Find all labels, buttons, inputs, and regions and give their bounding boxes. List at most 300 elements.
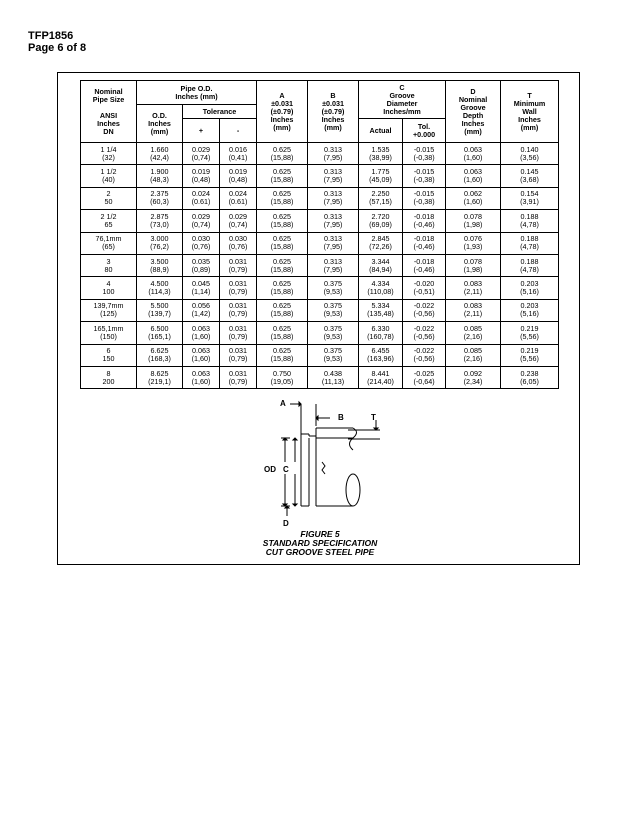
table-cell bbox=[137, 344, 183, 366]
cell-value: 0.188 bbox=[520, 234, 539, 244]
table-cell bbox=[308, 143, 359, 165]
cell-value: 0.083 bbox=[464, 279, 483, 289]
cell-value: 0.019 bbox=[192, 167, 210, 177]
table-cell bbox=[257, 344, 308, 366]
cell-value: 0.313 bbox=[324, 211, 343, 221]
cell-value-secondary: (9,53) bbox=[323, 309, 343, 319]
table-cell bbox=[220, 187, 257, 209]
cell-value-secondary: (1,98) bbox=[463, 264, 483, 274]
table-cell bbox=[257, 165, 308, 187]
header-tolerance: Tolerance bbox=[183, 105, 257, 119]
cell-value-secondary: (139,7) bbox=[148, 309, 171, 319]
cell-value-secondary: 200 bbox=[102, 376, 115, 386]
table-cell bbox=[183, 344, 220, 366]
cell-value-secondary: (15,88) bbox=[270, 264, 294, 274]
cell-value-secondary: (-0,56) bbox=[413, 354, 435, 364]
table-cell bbox=[220, 366, 257, 388]
table-row bbox=[81, 187, 559, 209]
header-plus: + bbox=[183, 119, 220, 143]
table-cell bbox=[257, 366, 308, 388]
cell-value: 0.063 bbox=[192, 368, 210, 378]
cell-value: -0.022 bbox=[413, 346, 435, 356]
cell-value-secondary: (7,95) bbox=[323, 219, 343, 229]
cell-value: 0.085 bbox=[464, 346, 483, 356]
cell-value-secondary: (0,76) bbox=[228, 242, 248, 252]
cell-value-secondary: 150 bbox=[102, 354, 115, 364]
cell-value: 0.085 bbox=[464, 323, 483, 333]
cell-value-secondary: (84,94) bbox=[369, 264, 392, 274]
cell-value: 0.203 bbox=[520, 279, 539, 289]
cell-value: 0.375 bbox=[324, 346, 343, 356]
page-header bbox=[28, 30, 86, 54]
cell-value: 0.031 bbox=[229, 256, 248, 266]
header-d: D Nominal Groove Depth Inches (mm) bbox=[446, 81, 501, 143]
page-number: Page 6 of 8 bbox=[28, 42, 87, 54]
cell-value: 0.078 bbox=[464, 256, 483, 266]
label-d: D bbox=[283, 519, 289, 528]
figure-title-line-2: CUT GROOVE STEEL PIPE bbox=[265, 547, 375, 557]
cell-value-secondary: (7,95) bbox=[323, 175, 343, 185]
table-cell bbox=[81, 344, 137, 366]
cell-value-secondary: (1,98) bbox=[463, 219, 483, 229]
cell-value: 0.625 bbox=[273, 189, 292, 199]
cell-value-secondary: 50 bbox=[104, 197, 113, 207]
cell-value: 0.063 bbox=[192, 346, 210, 356]
cell-value-secondary: (4,78) bbox=[520, 242, 539, 252]
table-cell bbox=[403, 299, 446, 321]
cell-value-secondary: (3,91) bbox=[520, 197, 539, 207]
header-a: A ±0.031 (±0.79) Inches (mm) bbox=[257, 81, 308, 143]
cell-value-secondary: (1,93) bbox=[463, 242, 483, 252]
table-cell bbox=[220, 232, 257, 254]
cell-value-secondary: (15,88) bbox=[270, 242, 294, 252]
cell-value-secondary: (15,88) bbox=[270, 287, 294, 297]
cell-value-secondary: (76,2) bbox=[150, 242, 169, 252]
table-cell bbox=[501, 366, 559, 388]
cell-value: 2.845 bbox=[371, 234, 390, 244]
cell-value-secondary: (7,95) bbox=[323, 264, 343, 274]
cell-value-secondary: (0,79) bbox=[228, 376, 248, 386]
cell-value: 2.375 bbox=[150, 189, 169, 199]
table-cell bbox=[403, 165, 446, 187]
cell-value-secondary: (3,68) bbox=[520, 175, 539, 185]
table-cell bbox=[446, 344, 501, 366]
cell-value: 2.875 bbox=[150, 211, 169, 221]
cell-value: 8.625 bbox=[150, 368, 169, 378]
table-cell bbox=[81, 277, 137, 299]
table-cell bbox=[81, 232, 137, 254]
cell-value: 0.750 bbox=[273, 368, 292, 378]
table-cell bbox=[183, 254, 220, 276]
cell-value: 0.031 bbox=[229, 301, 248, 311]
figure-caption bbox=[0, 530, 640, 557]
table-cell bbox=[81, 210, 137, 232]
cell-value-secondary: (0,74) bbox=[191, 219, 211, 229]
cell-value-secondary: (214,40) bbox=[367, 376, 394, 386]
table-row bbox=[81, 165, 559, 187]
cell-value: 76,1mm bbox=[95, 234, 122, 244]
cell-value-secondary: (5,16) bbox=[520, 309, 539, 319]
cell-value: 0.625 bbox=[273, 144, 292, 154]
cell-value-secondary: (15,88) bbox=[270, 152, 294, 162]
table-cell bbox=[308, 232, 359, 254]
cell-value: 0.016 bbox=[229, 144, 248, 154]
cell-value: 1.535 bbox=[371, 144, 390, 154]
table-row bbox=[81, 366, 559, 388]
cell-value: 1.775 bbox=[371, 167, 390, 177]
cell-value-secondary: (1,60) bbox=[463, 152, 483, 162]
cell-value-secondary: (48,3) bbox=[150, 175, 169, 185]
cell-value: 0.045 bbox=[192, 279, 210, 289]
cell-value: -0.025 bbox=[413, 368, 435, 378]
table-row bbox=[81, 322, 559, 344]
cell-value: 2.720 bbox=[371, 211, 390, 221]
cell-value: -0.018 bbox=[413, 211, 435, 221]
cell-value-secondary: (38,99) bbox=[369, 152, 392, 162]
table-cell bbox=[81, 254, 137, 276]
table-cell bbox=[359, 187, 403, 209]
cell-value-secondary: (0,48) bbox=[191, 175, 211, 185]
cell-value-secondary: (0,41) bbox=[228, 152, 248, 162]
cell-value: 0.625 bbox=[273, 211, 292, 221]
cell-value-secondary: (88,9) bbox=[150, 264, 169, 274]
table-cell bbox=[501, 322, 559, 344]
cell-value: 6.625 bbox=[150, 346, 169, 356]
cell-value-secondary: (5,16) bbox=[520, 287, 539, 297]
table-cell bbox=[257, 277, 308, 299]
cell-value-secondary: (-0,56) bbox=[413, 331, 435, 341]
table-cell bbox=[446, 277, 501, 299]
cell-value-secondary: (0,74) bbox=[191, 152, 211, 162]
cell-value-secondary: (2,11) bbox=[463, 287, 483, 297]
header-nominal-size: Nominal Pipe Size ANSI Inches DN bbox=[81, 81, 137, 143]
table-cell bbox=[220, 210, 257, 232]
header-tol: Tol. +0.000 bbox=[403, 119, 446, 143]
table-cell bbox=[403, 366, 446, 388]
cell-value: 0.083 bbox=[464, 301, 483, 311]
table-cell bbox=[501, 254, 559, 276]
cell-value-secondary: (19,05) bbox=[270, 376, 294, 386]
cell-value-secondary: (0,74) bbox=[228, 219, 248, 229]
cell-value-secondary: 100 bbox=[102, 287, 115, 297]
cell-value: 5.334 bbox=[371, 301, 390, 311]
table-cell bbox=[137, 210, 183, 232]
cell-value: 0.219 bbox=[520, 323, 539, 333]
table-cell bbox=[308, 165, 359, 187]
cell-value: 0.625 bbox=[273, 167, 292, 177]
cell-value-secondary: (0,76) bbox=[191, 242, 211, 252]
pipe-end-ellipse bbox=[346, 474, 360, 506]
header-b: B ±0.031 (±0.79) Inches (mm) bbox=[308, 81, 359, 143]
cell-value-secondary: (57,15) bbox=[369, 197, 392, 207]
table-cell bbox=[403, 232, 446, 254]
cell-value-secondary: (0,79) bbox=[228, 331, 248, 341]
cell-value: 0.063 bbox=[192, 323, 210, 333]
table-row bbox=[81, 299, 559, 321]
table-cell bbox=[359, 277, 403, 299]
cell-value-secondary: (150) bbox=[100, 331, 117, 341]
cell-value: -0.022 bbox=[413, 323, 435, 333]
table-cell bbox=[183, 299, 220, 321]
table-cell bbox=[220, 322, 257, 344]
cell-value-secondary: (165,1) bbox=[148, 331, 171, 341]
cell-value-secondary: (32) bbox=[102, 152, 115, 162]
table-cell bbox=[137, 143, 183, 165]
cell-value: 0.063 bbox=[464, 144, 483, 154]
cell-value: 0.188 bbox=[520, 256, 539, 266]
cell-value-secondary: (-0,56) bbox=[413, 309, 435, 319]
table-cell bbox=[501, 299, 559, 321]
table-cell bbox=[446, 143, 501, 165]
cell-value-secondary: (2,16) bbox=[463, 331, 483, 341]
label-od: OD bbox=[264, 465, 276, 474]
cell-value-secondary: (-0,64) bbox=[413, 376, 435, 386]
cell-value: 2.250 bbox=[371, 189, 390, 199]
cell-value-secondary: (15,88) bbox=[270, 309, 294, 319]
table-cell bbox=[403, 187, 446, 209]
table-cell bbox=[446, 254, 501, 276]
table-cell bbox=[257, 187, 308, 209]
cell-value: 0.063 bbox=[464, 167, 483, 177]
table-cell bbox=[359, 299, 403, 321]
cell-value: 0.625 bbox=[273, 323, 292, 333]
table-cell bbox=[446, 232, 501, 254]
cell-value-secondary: (6,05) bbox=[520, 376, 539, 386]
table-cell bbox=[183, 366, 220, 388]
table-cell bbox=[220, 277, 257, 299]
cell-value-secondary: (42,4) bbox=[150, 152, 169, 162]
cell-value-secondary: (219,1) bbox=[148, 376, 171, 386]
table-cell bbox=[446, 322, 501, 344]
cell-value-secondary: 65 bbox=[104, 219, 113, 229]
table-cell bbox=[257, 254, 308, 276]
groove-spec-table bbox=[80, 80, 559, 389]
cell-value: 1 1/4 bbox=[100, 144, 117, 154]
table-cell bbox=[257, 322, 308, 344]
cell-value-secondary: (-0,38) bbox=[413, 152, 435, 162]
table-cell bbox=[81, 299, 137, 321]
table-row bbox=[81, 344, 559, 366]
cell-value: 0.625 bbox=[273, 256, 292, 266]
table-cell bbox=[220, 344, 257, 366]
cell-value: 0.140 bbox=[520, 144, 539, 154]
table-cell bbox=[359, 210, 403, 232]
header-c: C Groove Diameter Inches/mm bbox=[359, 81, 446, 119]
cell-value: 3.000 bbox=[150, 234, 169, 244]
table-cell bbox=[501, 143, 559, 165]
cell-value-secondary: (15,88) bbox=[270, 175, 294, 185]
table-cell bbox=[359, 254, 403, 276]
cell-value: -0.022 bbox=[413, 301, 435, 311]
cell-value-secondary: (73,0) bbox=[150, 219, 169, 229]
table-cell bbox=[359, 232, 403, 254]
break-symbol bbox=[322, 462, 325, 474]
table-cell bbox=[137, 254, 183, 276]
table-cell bbox=[137, 277, 183, 299]
header-actual: Actual bbox=[359, 119, 403, 143]
cell-value: 3.500 bbox=[150, 256, 169, 266]
cell-value: 0.188 bbox=[520, 211, 539, 221]
table-cell bbox=[137, 366, 183, 388]
cell-value-secondary: (9,53) bbox=[323, 287, 343, 297]
table-cell bbox=[81, 322, 137, 344]
cell-value-secondary: (69,09) bbox=[369, 219, 392, 229]
table-cell bbox=[81, 143, 137, 165]
table-cell bbox=[220, 299, 257, 321]
cell-value: 0.375 bbox=[324, 279, 343, 289]
cell-value-secondary: (1,60) bbox=[191, 354, 211, 364]
cell-value-secondary: (168,3) bbox=[148, 354, 171, 364]
table-cell bbox=[403, 277, 446, 299]
cell-value: 0.029 bbox=[192, 211, 210, 221]
cell-value-secondary: (1,60) bbox=[463, 197, 483, 207]
table-row bbox=[81, 143, 559, 165]
table-cell bbox=[308, 210, 359, 232]
cell-value: 1 1/2 bbox=[100, 167, 117, 177]
cell-value: 0.031 bbox=[229, 368, 248, 378]
cell-value-secondary: (-0,46) bbox=[413, 219, 435, 229]
table-cell bbox=[257, 210, 308, 232]
cell-value: -0.018 bbox=[413, 234, 435, 244]
table-cell bbox=[308, 366, 359, 388]
table-cell bbox=[308, 322, 359, 344]
cell-value-secondary: (110,08) bbox=[367, 287, 394, 297]
table-cell bbox=[446, 366, 501, 388]
cell-value-secondary: (0,79) bbox=[228, 309, 248, 319]
cell-value: 0.313 bbox=[324, 189, 343, 199]
table-cell bbox=[257, 143, 308, 165]
cell-value: 0.625 bbox=[273, 234, 292, 244]
cell-value: 4.500 bbox=[150, 279, 169, 289]
cell-value: 0.625 bbox=[273, 301, 292, 311]
cell-value-secondary: (5,56) bbox=[520, 354, 539, 364]
cell-value: 0.030 bbox=[192, 234, 210, 244]
cell-value-secondary: (2,16) bbox=[463, 354, 483, 364]
cell-value: -0.020 bbox=[413, 279, 435, 289]
cell-value-secondary: (72,26) bbox=[369, 242, 392, 252]
table-cell bbox=[359, 143, 403, 165]
cell-value: 6.330 bbox=[371, 323, 390, 333]
cell-value: 8 bbox=[106, 368, 111, 378]
cell-value: 0.029 bbox=[192, 144, 210, 154]
label-a: A bbox=[280, 399, 286, 408]
table-cell bbox=[359, 165, 403, 187]
cell-value-secondary: (114,3) bbox=[148, 287, 171, 297]
header-t: T Minimum Wall Inches (mm) bbox=[501, 81, 559, 143]
table-row bbox=[81, 210, 559, 232]
cell-value-secondary: (3,56) bbox=[520, 152, 539, 162]
table-cell bbox=[446, 299, 501, 321]
cell-value: 8.441 bbox=[371, 368, 390, 378]
table-cell bbox=[81, 165, 137, 187]
cell-value-secondary: (15,88) bbox=[270, 219, 294, 229]
cell-value: 0.375 bbox=[324, 323, 343, 333]
cell-value-secondary: (5,56) bbox=[520, 331, 539, 341]
table-cell bbox=[308, 277, 359, 299]
table-row bbox=[81, 277, 559, 299]
cell-value: 139,7mm bbox=[93, 301, 124, 311]
cell-value: 0.062 bbox=[464, 189, 483, 199]
cell-value: -0.018 bbox=[413, 256, 435, 266]
table-cell bbox=[501, 210, 559, 232]
cell-value-secondary: (1,60) bbox=[191, 331, 211, 341]
cell-value: 0.313 bbox=[324, 234, 343, 244]
table-cell bbox=[501, 187, 559, 209]
table-cell bbox=[183, 232, 220, 254]
cell-value: 6 bbox=[106, 346, 111, 356]
cell-value-secondary: (160,78) bbox=[367, 331, 394, 341]
cell-value-secondary: (-0,38) bbox=[413, 175, 435, 185]
cell-value: 0.625 bbox=[273, 346, 292, 356]
table-cell bbox=[501, 232, 559, 254]
table-cell bbox=[403, 210, 446, 232]
cell-value-secondary: (2,11) bbox=[463, 309, 483, 319]
cell-value: 0.031 bbox=[229, 279, 248, 289]
table-cell bbox=[501, 344, 559, 366]
cell-value: 0.092 bbox=[464, 368, 483, 378]
cell-value: -0.015 bbox=[413, 144, 435, 154]
cell-value: 0.024 bbox=[192, 189, 210, 199]
cell-value-secondary: (45,09) bbox=[369, 175, 392, 185]
cell-value-secondary: (0,89) bbox=[191, 264, 211, 274]
cell-value-secondary: (1,42) bbox=[191, 309, 211, 319]
table-cell bbox=[183, 210, 220, 232]
cell-value-secondary: (4,78) bbox=[520, 219, 539, 229]
cell-value: 0.313 bbox=[324, 256, 343, 266]
cell-value: 0.056 bbox=[192, 301, 210, 311]
cell-value: -0.015 bbox=[413, 167, 435, 177]
cell-value: 6.455 bbox=[371, 346, 390, 356]
cell-value: 0.203 bbox=[520, 301, 539, 311]
cell-value: 0.029 bbox=[229, 211, 248, 221]
table-cell bbox=[308, 299, 359, 321]
cell-value-secondary: (-0,38) bbox=[413, 197, 435, 207]
table-cell bbox=[403, 322, 446, 344]
label-t: T bbox=[371, 413, 376, 422]
table-cell bbox=[137, 299, 183, 321]
table-cell bbox=[183, 277, 220, 299]
table-cell bbox=[446, 210, 501, 232]
cell-value-secondary: (11,13) bbox=[321, 376, 345, 386]
header-od: O.D. Inches (mm) bbox=[137, 105, 183, 143]
cell-value-secondary: (7,95) bbox=[323, 197, 343, 207]
table-cell bbox=[137, 322, 183, 344]
document-id: TFP1856 bbox=[28, 30, 74, 42]
label-b: B bbox=[338, 413, 344, 422]
table-cell bbox=[403, 143, 446, 165]
cell-value: 0.031 bbox=[229, 346, 248, 356]
cell-value-secondary: (15,88) bbox=[270, 354, 294, 364]
table-cell bbox=[446, 187, 501, 209]
cell-value: 0.154 bbox=[520, 189, 539, 199]
cell-value: 2 bbox=[106, 189, 111, 199]
table-cell bbox=[137, 165, 183, 187]
table-cell bbox=[183, 143, 220, 165]
table-row bbox=[81, 254, 559, 276]
cell-value-secondary: (135,48) bbox=[367, 309, 394, 319]
cell-value-secondary: (60,3) bbox=[150, 197, 169, 207]
cell-value-secondary: (0,79) bbox=[228, 264, 248, 274]
cell-value: 3 bbox=[106, 256, 111, 266]
cell-value-secondary: (7,95) bbox=[323, 242, 343, 252]
cell-value-secondary: (9,53) bbox=[323, 331, 343, 341]
table-cell bbox=[257, 232, 308, 254]
table-cell bbox=[501, 165, 559, 187]
cell-value-secondary: (1,60) bbox=[191, 376, 211, 386]
cell-value: 0.076 bbox=[464, 234, 483, 244]
table-cell bbox=[81, 187, 137, 209]
cell-value: 0.035 bbox=[192, 256, 210, 266]
